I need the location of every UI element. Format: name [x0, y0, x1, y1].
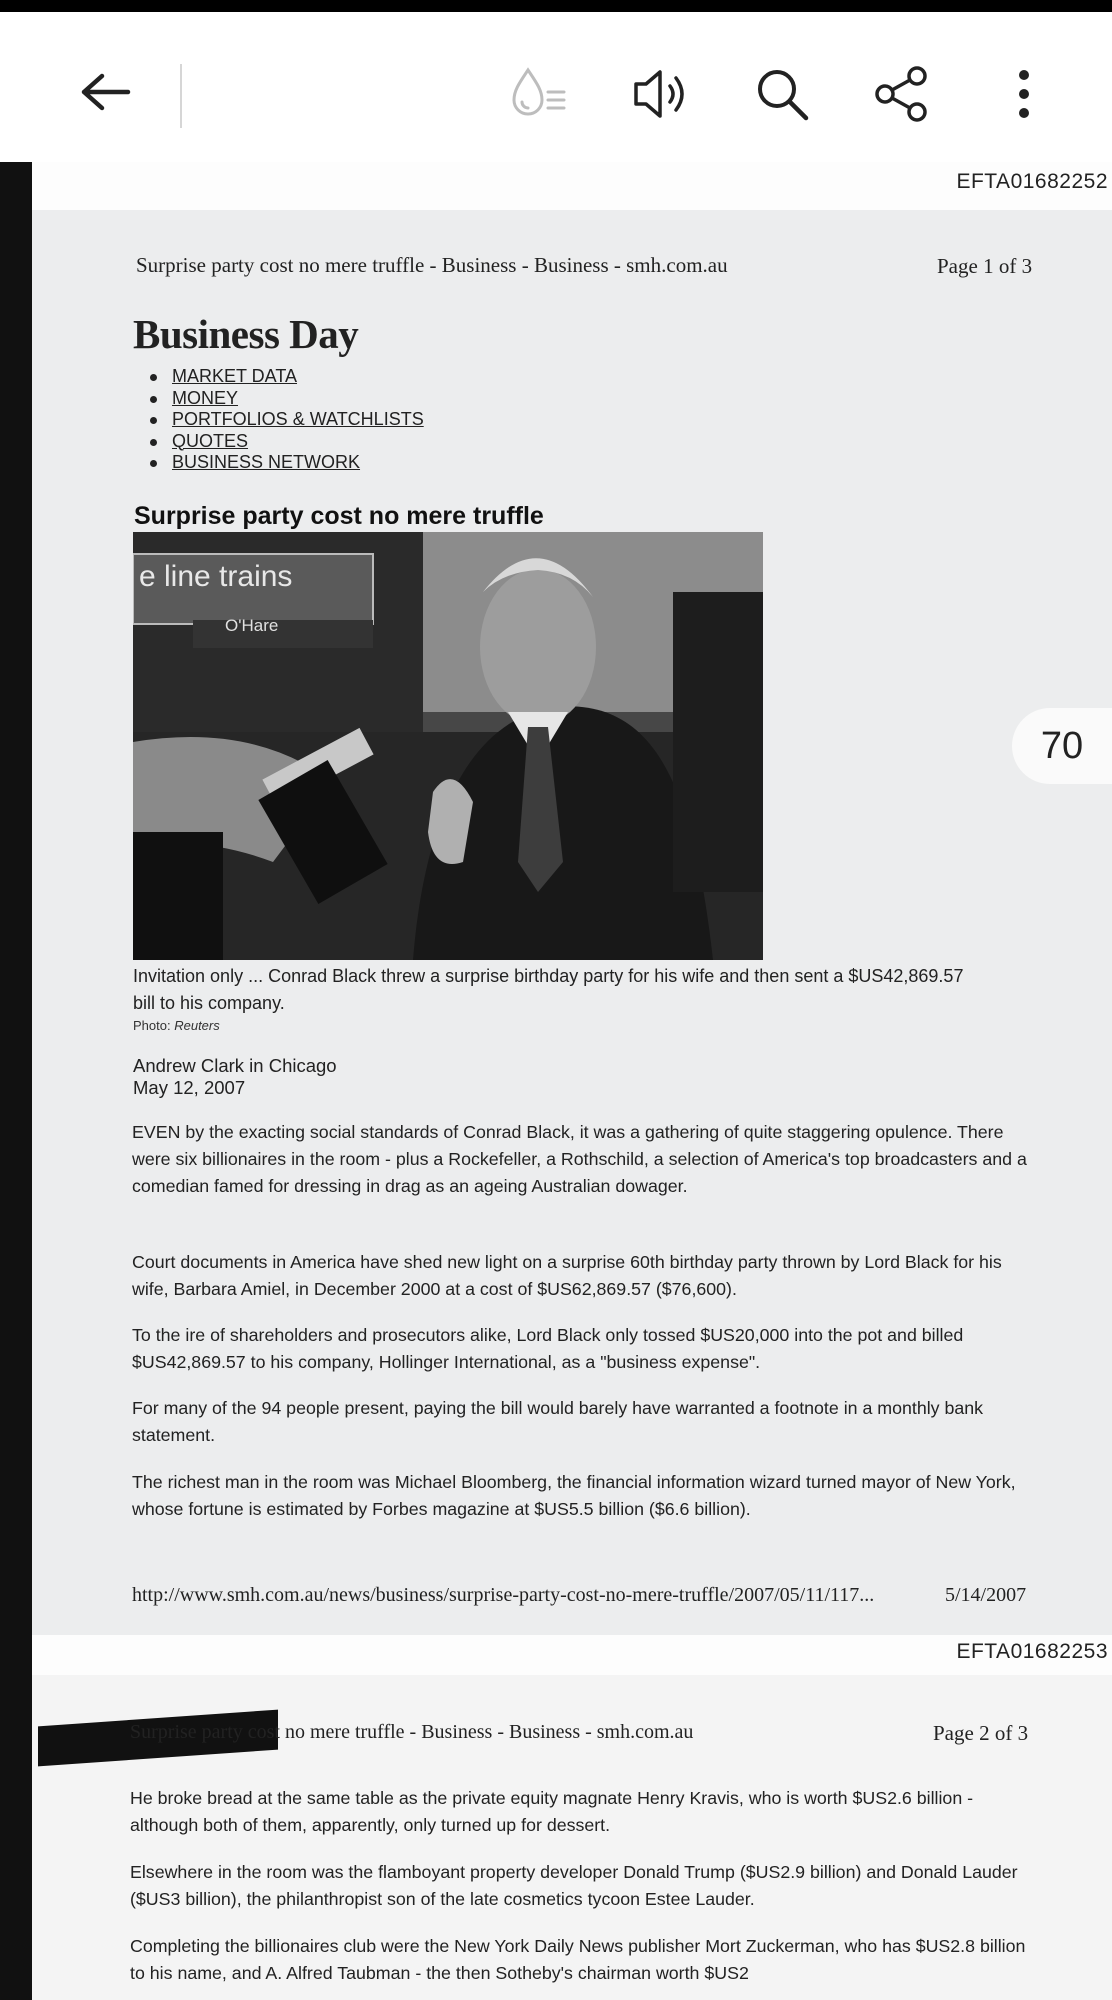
page-id-label: EFTA01682252: [956, 170, 1108, 193]
page-header-number: Page 2 of 3: [933, 1721, 1029, 1745]
viewer-toolbar: [0, 0, 1112, 162]
article-paragraph: Completing the billionaires club were the New York Daily News publisher Mort Zuckerman, who has $US2.8 billion to his name, and A. Alfred Taubman - the then Sotheby's chairman worth $US2: [130, 1936, 1026, 1983]
article-paragraph: Elsewhere in the room was the flamboyant property developer Donald Trump ($US2.9 billion) and Donald Lauder ($US3 billion), the philanthropist son of the late cosmetics tycoon Estee Lauder.: [130, 1862, 1018, 1909]
photo-illustration: [133, 532, 763, 960]
search-button[interactable]: [752, 64, 812, 124]
byline-author: Andrew Clark in Chicago: [133, 1055, 337, 1076]
publication-logo: Business Day: [133, 311, 359, 357]
article-paragraph: The richest man in the room was Michael Bloomberg, the financial information wizard turned mayor of New York, whose fortune is estimated by Forbes magazine at $US5.5 billion ($6.6 billion).: [132, 1472, 1016, 1519]
read-aloud-icon: [630, 66, 690, 122]
share-button[interactable]: [872, 64, 932, 124]
article-paragraph: Court documents in America have shed new light on a surprise 60th birthday party thrown by Lord Black for his wife, Barbara Amiel, in December 2000 at a cost of $US62,869.57 ($76,600).: [132, 1252, 1002, 1299]
nav-link-money[interactable]: MONEY: [150, 388, 424, 410]
page-separator: [32, 1635, 1112, 1675]
article-paragraph: He broke bread at the same table as the private equity magnate Henry Kravis, who is worth $US2.6 billion - although both of them, apparently, only turned up for dessert.: [130, 1788, 974, 1835]
photo-sign-subtext: O'Hare: [225, 616, 279, 635]
photo-credit: [133, 1018, 220, 1033]
photo-sign-text: e line trains: [139, 560, 293, 593]
more-options-button[interactable]: [1006, 64, 1042, 124]
nav-link-market-data[interactable]: MARKET DATA: [150, 366, 424, 388]
article-byline: [133, 1055, 337, 1099]
nav-link-portfolios[interactable]: PORTFOLIOS & WATCHLISTS: [150, 409, 424, 431]
ink-drop-button[interactable]: [506, 64, 570, 124]
more-vert-icon: [1018, 69, 1030, 119]
article-photo: [133, 532, 763, 960]
photo-credit-label: Photo:: [133, 1018, 171, 1033]
article-paragraph: EVEN by the exacting social standards of Conrad Black, it was a gathering of quite staggering opulence. There were six billionaires in the room - plus a Rockefeller, a Rothschild, a selection of America's top broadcasters and a comedian famed for dressing in drag as an ageing Australian dowager.: [132, 1122, 1027, 1196]
viewer-left-edge: [0, 0, 32, 2000]
ink-drop-icon: [508, 66, 568, 122]
article-paragraph: For many of the 94 people present, paying the bill would barely have warranted a footnote in a monthly bank statement.: [132, 1398, 984, 1445]
page-number-badge[interactable]: 70: [1012, 708, 1112, 784]
page-id-label: EFTA01682253: [956, 1640, 1108, 1663]
back-button[interactable]: [78, 64, 134, 120]
article-headline: Surprise party cost no mere truffle: [134, 502, 544, 530]
photo-credit-source: Reuters: [174, 1018, 220, 1033]
arrow-left-icon: [80, 72, 132, 112]
photo-caption: Invitation only ... Conrad Black threw a surprise birthday party for his wife and then sent a $US42,869.57 bill to his company.: [133, 966, 964, 1013]
share-icon: [873, 66, 931, 122]
search-icon: [754, 66, 810, 122]
page-header-number: Page 1 of 3: [937, 254, 1033, 278]
page-footer-date: 5/14/2007: [945, 1584, 1027, 1606]
nav-link-business-network[interactable]: BUSINESS NETWORK: [150, 452, 424, 474]
page-header-title: Surprise party cost no mere truffle - Business - Business - smh.com.au: [130, 1721, 694, 1743]
nav-link-quotes[interactable]: QUOTES: [150, 431, 424, 453]
page-separator: [32, 162, 1112, 210]
page-footer-url: http://www.smh.com.au/news/business/surprise-party-cost-no-mere-truffle/2007/05/11/117...: [132, 1584, 875, 1606]
byline-date: May 12, 2007: [133, 1077, 246, 1098]
toolbar-divider: [180, 64, 182, 128]
read-aloud-button[interactable]: [628, 64, 692, 124]
section-nav-list: [150, 366, 424, 474]
article-paragraph: To the ire of shareholders and prosecutors alike, Lord Black only tossed $US20,000 into the pot and billed $US42,869.57 to his company, Hollinger International, as a "business expense".: [132, 1325, 964, 1372]
page-header-title: Surprise party cost no mere truffle - Business - Business - smh.com.au: [136, 253, 728, 277]
